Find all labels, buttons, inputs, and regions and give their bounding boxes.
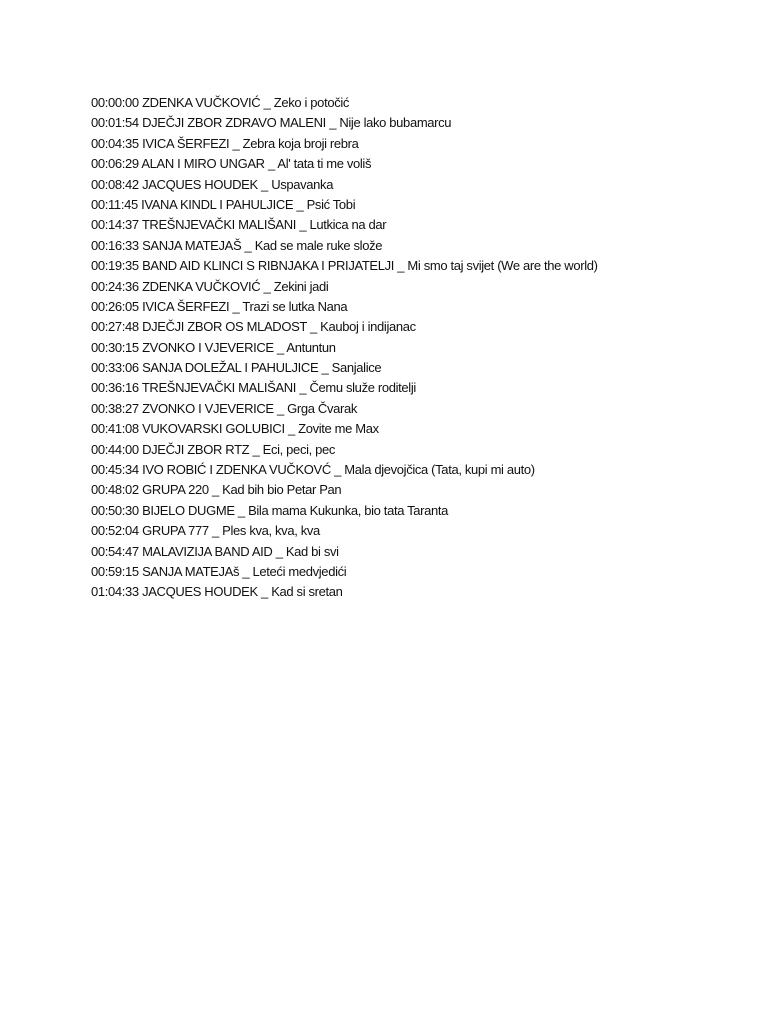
tracklist-line: 00:01:54 DJEČJI ZBOR ZDRAVO MALENI _ Nije lako bubamarcu — [91, 115, 452, 131]
tracklist-line: 00:14:37 TREŠNJEVAČKI MALIŠANI _ Lutkica na dar — [91, 217, 387, 233]
tracklist-line: 00:04:35 IVICA ŠERFEZI _ Zebra koja broji rebra — [91, 135, 359, 151]
tracklist — [91, 93, 598, 603]
tracklist-line: 00:38:27 ZVONKO I VJEVERICE _ Grga Čvarak — [91, 400, 357, 416]
tracklist-line: 00:41:08 VUKOVARSKI GOLUBICI _ Zovite me Max — [91, 421, 379, 437]
tracklist-line: 00:52:04 GRUPA 777 _ Ples kva, kva, kva — [91, 523, 320, 539]
tracklist-line: 00:24:36 ZDENKA VUČKOVIĆ _ Zekini jadi — [91, 278, 329, 294]
tracklist-line: 00:19:35 BAND AID KLINCI S RIBNJAKA I PRIJATELJI _ Mi smo taj svijet (We are the world) — [91, 258, 598, 274]
tracklist-line: 00:30:15 ZVONKO I VJEVERICE _ Antuntun — [91, 339, 336, 355]
tracklist-line: 00:59:15 SANJA MATEJAš _ Leteći medvjedići — [91, 563, 347, 579]
tracklist-line: 00:00:00 ZDENKA VUČKOVIĆ _ Zeko i potočić — [91, 95, 350, 110]
tracklist-line: 00:16:33 SANJA MATEJAŠ _ Kad se male ruke slože — [91, 237, 383, 253]
tracklist-line: 00:44:00 DJEČJI ZBOR RTZ _ Eci, peci, pec — [91, 441, 336, 457]
tracklist-line: 00:06:29 ALAN I MIRO UNGAR _ Al' tata ti me voliš — [91, 156, 372, 172]
tracklist-line: 00:50:30 BIJELO DUGME _ Bila mama Kukunka, bio tata Taranta — [91, 502, 449, 518]
tracklist-line: 00:27:48 DJEČJI ZBOR OS MLADOST _ Kauboj i indijanac — [91, 319, 416, 335]
tracklist-line: 00:45:34 IVO ROBIĆ I ZDENKA VUČKOVĆ _ Mala djevojčica (Tata, kupi mi auto) — [91, 462, 535, 478]
tracklist-line: 00:08:42 JACQUES HOUDEK _ Uspavanka — [91, 176, 334, 192]
tracklist-line: 00:33:06 SANJA DOLEŽAL I PAHULJICE _ Sanjalice — [91, 360, 382, 376]
tracklist-line: 00:26:05 IVICA ŠERFEZI _ Trazi se lutka Nana — [91, 298, 348, 314]
tracklist-line: 00:11:45 IVANA KINDL I PAHULJICE _ Psić Tobi — [91, 196, 356, 212]
tracklist-line: 01:04:33 JACQUES HOUDEK _ Kad si sretan — [91, 584, 343, 600]
tracklist-line: 00:48:02 GRUPA 220 _ Kad bih bio Petar Pan — [91, 482, 342, 498]
tracklist-line: 00:36:16 TREŠNJEVAČKI MALIŠANI _ Čemu služe roditelji — [91, 380, 416, 396]
tracklist-line: 00:54:47 MALAVIZIJA BAND AID _ Kad bi svi — [91, 543, 339, 559]
